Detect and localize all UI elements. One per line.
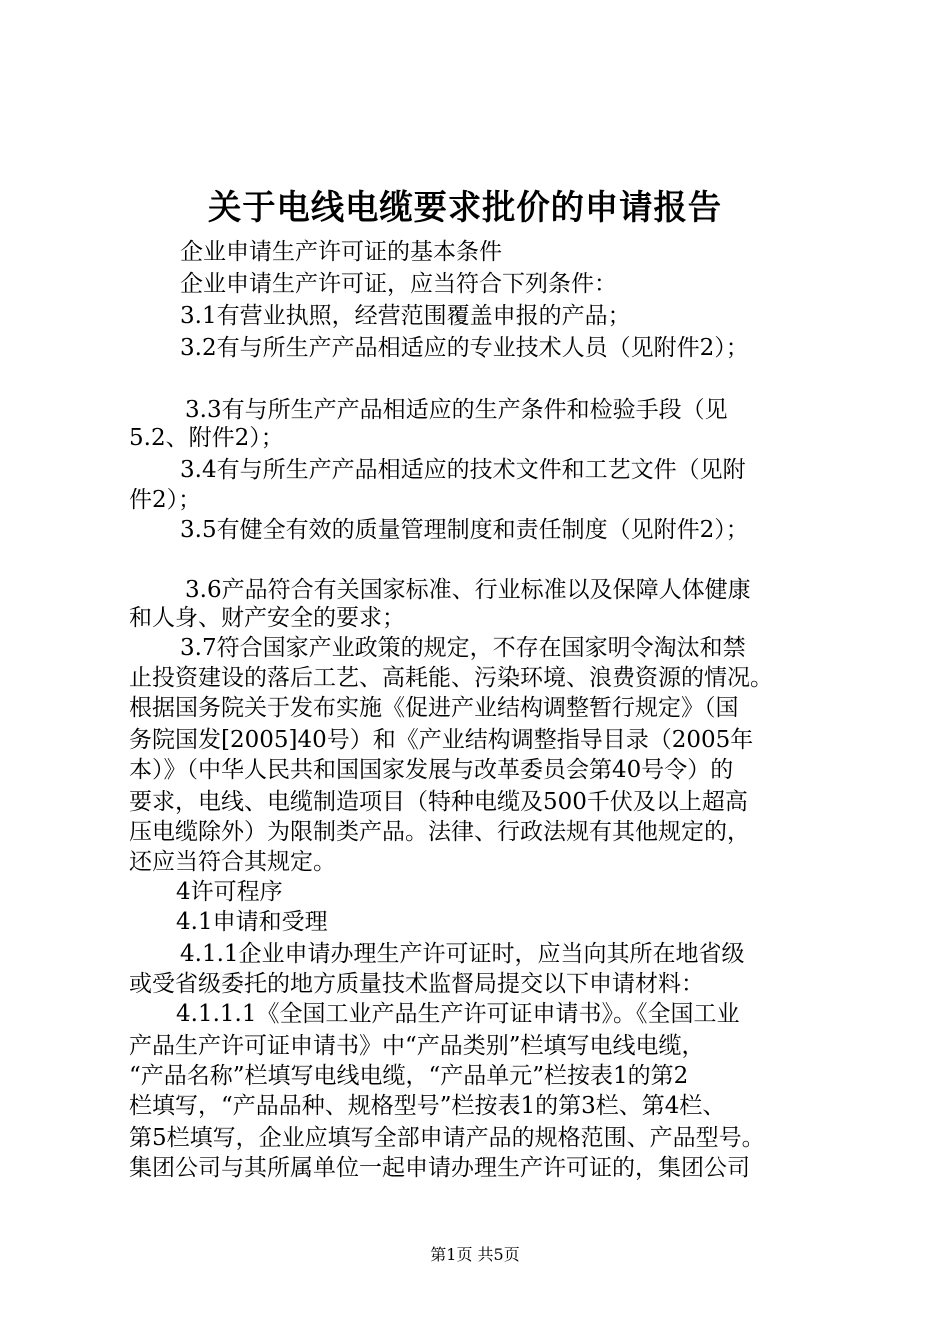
paragraph-line: 或受省级委托的地方质量技术监督局提交以下申请材料： — [129, 971, 704, 997]
paragraph-line: “产品名称”栏填写电线电缆，“产品单元”栏按表1的第2 — [129, 1063, 689, 1089]
paragraph-line: 压电缆除外）为限制类产品。法律、行政法规有其他规定的， — [129, 819, 750, 845]
paragraph-line: 4.1.1企业申请办理生产许可证时，应当向其所在地省级 — [180, 941, 745, 967]
paragraph-line: 根据国务院关于发布实施《促进产业结构调整暂行规定》（国 — [129, 695, 739, 721]
page-number-footer: 第1页 共5页 — [430, 1245, 520, 1264]
paragraph-line: 企业申请生产许可证的基本条件 — [180, 239, 502, 265]
paragraph-line: 3.7符合国家产业政策的规定，不存在国家明令淘汰和禁 — [180, 635, 746, 661]
paragraph-line: 3.5有健全有效的质量管理制度和责任制度（见附件2）； — [180, 517, 749, 543]
paragraph-line: 集团公司与其所属单位一起申请办理生产许可证的，集团公司 — [129, 1155, 750, 1181]
paragraph-line: 本）》（中华人民共和国国家发展与改革委员会第40号令）的 — [129, 757, 734, 783]
paragraph-line: 3.3有与所生产产品相适应的生产条件和检验手段（见 — [185, 397, 728, 423]
paragraph-line: 栏填写，“产品品种、规格型号”栏按表1的第3栏、第4栏、 — [129, 1093, 726, 1119]
paragraph-line: 3.2有与所生产产品相适应的专业技术人员（见附件2）； — [180, 335, 749, 361]
paragraph-line: 要求，电线、电缆制造项目（特种电缆及500千伏及以上超高 — [129, 789, 748, 815]
paragraph-line: 4.1.1.1《全国工业产品生产许可证申请书》。《全国工业 — [176, 1001, 740, 1027]
paragraph-line: 第5栏填写，企业应填写全部申请产品的规格范围、产品型号。 — [129, 1125, 765, 1151]
paragraph-line: 产品生产许可证申请书》中“产品类别”栏填写电线电缆， — [129, 1033, 705, 1059]
document-title: 关于电线电缆要求批价的申请报告 — [208, 188, 722, 228]
paragraph-line: 4许可程序 — [176, 879, 283, 905]
paragraph-line: 务院国发[2005]40号）和《产业结构调整指导目录（2005年 — [129, 727, 754, 753]
paragraph-line: 止投资建设的落后工艺、高耗能、污染环境、浪费资源的情况。 — [129, 665, 773, 691]
paragraph-line: 3.1有营业执照，经营范围覆盖申报的产品； — [180, 303, 631, 329]
paragraph-line: 件2）； — [129, 487, 202, 513]
paragraph-line: 还应当符合其规定。 — [129, 849, 336, 875]
paragraph-line: 4.1申请和受理 — [176, 909, 328, 935]
paragraph-line: 企业申请生产许可证，应当符合下列条件： — [180, 271, 617, 297]
paragraph-line: 5.2、附件2）； — [129, 425, 284, 451]
paragraph-line: 和人身、财产安全的要求； — [129, 605, 405, 631]
paragraph-line: 3.4有与所生产产品相适应的技术文件和工艺文件（见附 — [180, 457, 746, 483]
paragraph-line: 3.6产品符合有关国家标准、行业标准以及保障人体健康 — [185, 577, 751, 603]
